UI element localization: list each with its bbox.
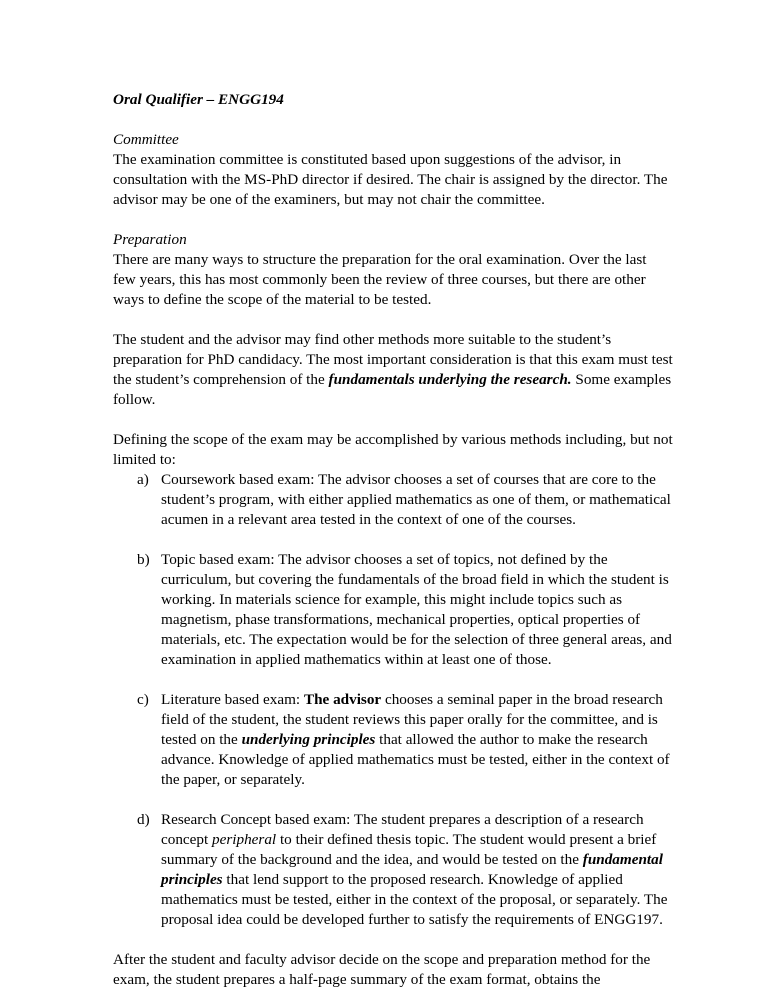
committee-heading: Committee: [113, 131, 179, 148]
list-item-text-part: that allowed the author to make the research advance. Knowledge of applied mathematics must be tested, either in the context of the paper, or separately.: [161, 731, 670, 788]
list-item-text-part: to their defined thesis topic. The student would present a brief summary of the background and the idea, and would be tested on the: [161, 831, 657, 868]
list-item: [137, 690, 673, 790]
methods-paragraph: [113, 330, 673, 410]
list-item-text-part: that lend support to the proposed research. Knowledge of applied mathematics must be tested, either in the context of the proposal, or separately. The proposal idea could be developed further to satisfy the requirements of ENGG197.: [161, 871, 668, 928]
methods-emphasis: fundamentals underlying the research.: [328, 371, 572, 388]
preparation-heading: Preparation: [113, 231, 187, 248]
list-item-text: Coursework based exam: The advisor chooses a set of courses that are core to the student’s program, with either applied mathematics as one of them, or mathematical acumen in a relevant area tested in the context of one of the courses.: [161, 471, 671, 528]
scope-intro: Defining the scope of the exam may be accomplished by various methods including, but not limited to:: [113, 431, 673, 468]
list-item-text-part: Literature based exam:: [161, 691, 304, 708]
list-item-text-part: Research Concept based exam: The student prepares a description of a research concept: [161, 811, 644, 848]
document-title: Oral Qualifier – ENGG194: [113, 91, 284, 108]
list-item-bold: The advisor: [303, 691, 382, 708]
document-page: [113, 90, 673, 990]
list-item: [137, 550, 673, 670]
closing-paragraph: After the student and faculty advisor decide on the scope and preparation method for the exam, the student prepares a half-page summary of the exam format, obtains the: [113, 951, 651, 988]
list-item-text: Topic based exam: The advisor chooses a set of topics, not defined by the curriculum, but covering the fundamentals of the broad field in which the student is working. In materials science for example, this might include topics such as magnetism, phase transformations, mechanical properties, optical properties of materials, etc. The expectation would be for the selection of three general areas, and examination in applied mathematics within at least one of those.: [161, 551, 672, 668]
list-item-text: [161, 810, 673, 930]
list-item-label: b): [137, 551, 150, 568]
list-item: [137, 470, 673, 530]
list-item-label: c): [137, 691, 149, 708]
methods-text-end: Some examples follow.: [113, 371, 672, 408]
list-item-label: d): [137, 811, 150, 828]
list-item-italic: peripheral: [212, 831, 277, 848]
list-item-emphasis: underlying principles: [241, 731, 376, 748]
list-item: [137, 810, 673, 930]
preparation-paragraph: There are many ways to structure the preparation for the oral examination. Over the last few years, this has most commonly been the review of three courses, but there are other ways to define the scope of the material to be tested.: [113, 251, 647, 308]
list-item-emphasis: fundamental principles: [161, 851, 663, 888]
list-item-label: a): [137, 471, 149, 488]
methods-text: The student and the advisor may find other methods more suitable to the student’s preparation for PhD candidacy. The most important consideration is that this exam must test the student’s comprehension of the: [113, 331, 673, 388]
committee-paragraph: The examination committee is constituted based upon suggestions of the advisor, in consultation with the MS-PhD director if desired. The chair is assigned by the director. The advisor may be one of the examiners, but may not chair the committee.: [113, 151, 668, 208]
methods-list: [113, 470, 673, 930]
list-item-text: [161, 690, 673, 790]
list-item-text-part: chooses a seminal paper in the broad research field of the student, the student reviews this paper orally for the committee, and is tested on the: [161, 691, 663, 748]
